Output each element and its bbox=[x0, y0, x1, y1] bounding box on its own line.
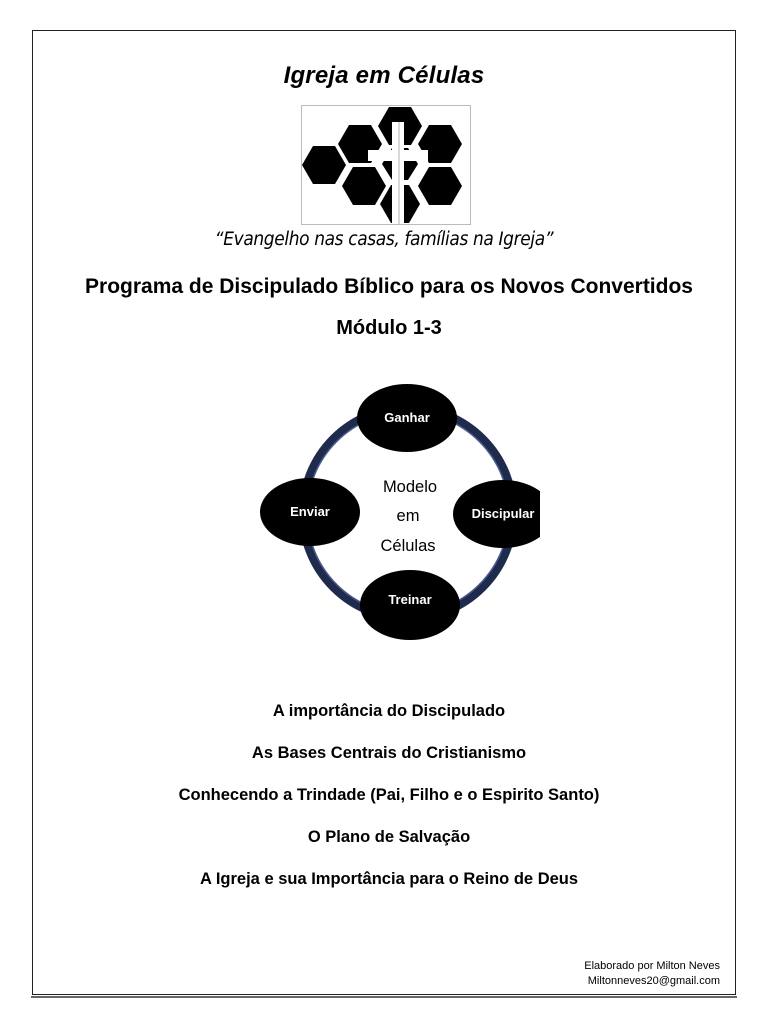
center-line-3: Células bbox=[380, 537, 436, 555]
motto-text: “Evangelho nas casas, famílias na Igreja” bbox=[214, 229, 554, 250]
email-line: Miltonneves20@gmail.com bbox=[587, 975, 720, 987]
topic-item: A importância do Discipulado bbox=[272, 702, 506, 720]
topic-item: As Bases Centrais do Cristianismo bbox=[251, 744, 527, 762]
topic-item: Conhecendo a Trindade (Pai, Filho e o Espirito Santo) bbox=[178, 786, 600, 804]
module-label: Módulo 1-3 bbox=[336, 317, 442, 339]
hexagon-cross-icon bbox=[302, 106, 470, 224]
program-title: Programa de Discipulado Bíblico para os Novos Convertidos bbox=[85, 275, 693, 298]
node-bottom-label: Treinar bbox=[388, 592, 432, 607]
center-line-1: Modelo bbox=[382, 478, 438, 496]
node-right-label: Discipular bbox=[471, 506, 535, 521]
cell-church-logo bbox=[301, 105, 471, 225]
node-right bbox=[453, 480, 540, 548]
topic-item: A Igreja e sua Importância para o Reino de Deus bbox=[199, 870, 579, 888]
credits bbox=[584, 959, 720, 989]
author-line: Elaborado por Milton Neves bbox=[584, 960, 720, 972]
node-top-label: Ganhar bbox=[384, 410, 430, 425]
topic-list bbox=[0, 700, 768, 910]
cell-model-diagram bbox=[250, 380, 540, 650]
node-left bbox=[260, 478, 360, 546]
node-left-label: Enviar bbox=[290, 504, 330, 519]
node-bottom bbox=[360, 570, 460, 640]
brand-title: Igreja em Células bbox=[283, 62, 485, 89]
node-top bbox=[357, 384, 457, 452]
center-line-2: em bbox=[396, 507, 420, 525]
topic-item: O Plano de Salvação bbox=[307, 828, 471, 846]
